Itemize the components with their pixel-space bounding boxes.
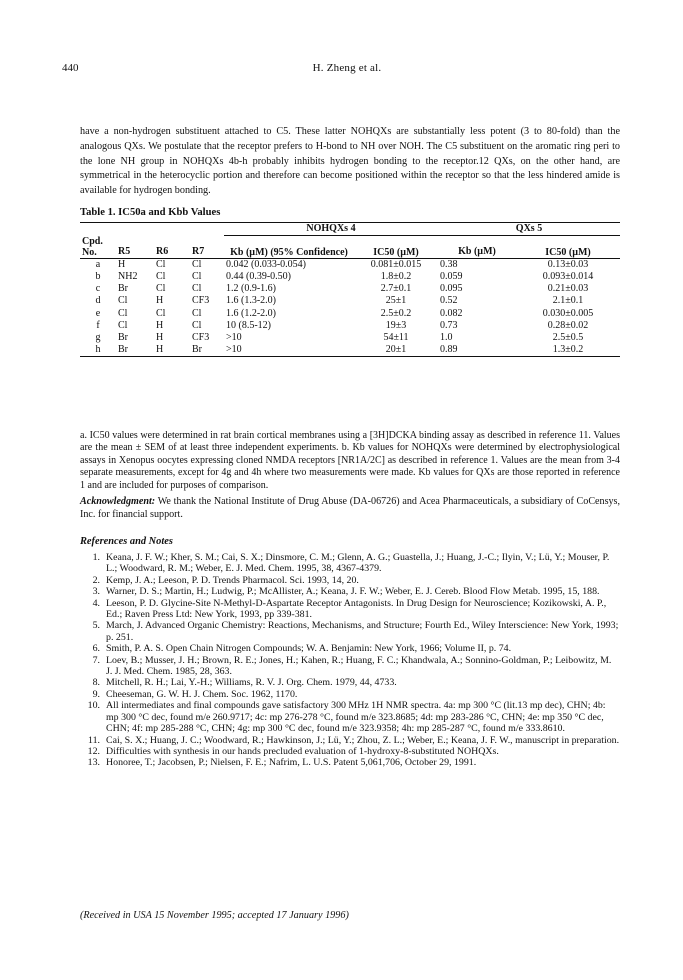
table-cell: Cl (156, 270, 166, 282)
table-cell: NH2 (118, 270, 138, 282)
table-cell: 0.38 (440, 258, 458, 270)
table-cell: H (156, 295, 164, 307)
table-cell: Cl (156, 307, 166, 319)
table-cell: 2.1±0.1 (552, 295, 584, 307)
table-cell: 0.44 (0.39-0.50) (226, 270, 291, 282)
col-header-r5: R5 (118, 245, 131, 257)
reference-text: Honoree, T.; Jacobsen, P.; Nielsen, F. E.; Nafrim, L. U.S. Patent 5,061,706, October 29, 1991. (106, 757, 477, 769)
reference-number: 11. (88, 734, 100, 746)
reference-item (80, 552, 620, 575)
reference-text: Cai, S. X.; Huang, J. C.; Woodward, R.; Hawkinson, J.; Lü, Y.; Zhou, Z. L.; Weber, E.; Keana, J. F. W., manuscript in preparation. (106, 734, 620, 746)
table-cell: Cl (118, 307, 128, 319)
table-cell: 0.73 (440, 319, 458, 331)
table-cell: h (95, 344, 101, 356)
table-cell: 1.8±0.2 (380, 270, 412, 282)
table-body (80, 258, 620, 357)
table-cell: CF3 (192, 331, 210, 343)
col-header-kb-qx: Kb (µM) (458, 245, 496, 257)
table-cell: 0.28±0.02 (547, 319, 589, 331)
col-header-ic50-qx: IC50 (µM) (545, 246, 591, 258)
table-cell: Cl (192, 283, 202, 295)
table-row (80, 283, 620, 295)
running-head: H. Zheng et al. (312, 62, 382, 74)
reference-text: Mitchell, R. H.; Lai, Y.-H.; Williams, R. V. J. Org. Chem. 1979, 44, 4733. (106, 677, 397, 689)
table-cell: 0.030±0.005 (542, 307, 594, 319)
table-cell: b (95, 270, 101, 282)
table-cell: 0.082 (440, 307, 463, 319)
table-cell: a (95, 258, 101, 270)
reference-number: 1. (92, 552, 100, 563)
reference-item (80, 757, 620, 768)
table-cell: Cl (156, 258, 166, 270)
reference-number: 7. (92, 654, 100, 666)
group-header-qx: QXs 5 (438, 223, 620, 236)
table-cell: c (95, 283, 101, 295)
table-cell: H (156, 331, 164, 343)
data-table (80, 222, 620, 357)
reference-number: 6. (92, 643, 100, 655)
table-cell: 19±3 (385, 319, 407, 331)
table-cell: 0.095 (440, 283, 463, 295)
reference-number: 5. (92, 620, 100, 632)
reference-text: Difficulties with synthesis in our hands precluded evaluation of 1-hydroxy-8-substituted NOHQXs. (106, 745, 499, 757)
table-cell: Cl (192, 270, 202, 282)
table-title: Table 1. IC50a and Kbb Values (80, 207, 221, 218)
table-cell: 0.081±0.015 (370, 258, 422, 270)
reference-item (80, 620, 620, 643)
reference-number: 2. (92, 574, 100, 586)
reference-item (80, 575, 620, 586)
reference-number: 4. (92, 597, 100, 609)
reference-number: 3. (92, 586, 100, 598)
table-cell: 1.0 (440, 331, 453, 343)
table-cell: Br (118, 331, 128, 343)
table-cell: H (156, 344, 164, 356)
table-cell: 54±11 (383, 331, 409, 343)
table-cell: >10 (226, 344, 242, 356)
reference-item (80, 700, 620, 734)
table-cell: 10 (8.5-12) (226, 319, 271, 331)
col-header-r6: R6 (156, 245, 169, 257)
page-number: 440 (62, 62, 79, 74)
reference-text: All intermediates and final compounds gave satisfactory 300 MHz 1H NMR spectra. 4a: mp 300 °C (lit.13 mp dec), CHN; 4b: mp 300 °C dec, found m/e 260.9717; 4c: mp 276-278 °C, found m/e 323.8685; 4d: mp 283-286 °C, CHN; 4e: mp 350 °C dec, CHN; 4f: mp 285-288 °C, CHN; 4g: mp 300 °C dec, found m/e 323.9358; 4h: mp 285-287 °C, found m/e 333.8610. (106, 700, 606, 735)
reference-text: Keana, J. F. W.; Kher, S. M.; Cai, S. X.; Dinsmore, C. M.; Glenn, A. G.; Guastella, J.; Huang, J.-C.; Ilyin, V.; Lü, Y.; Mouser, P. L.; Woodward, R. M.; Weber, E. J. Med. Chem. 1995, 38, 4367-4379. (106, 552, 610, 575)
table-cell: 0.52 (440, 295, 458, 307)
col-header-cpd: Cpd. No. (82, 235, 103, 258)
reference-item (80, 643, 620, 654)
body-text: have a non-hydrogen substituent attached to C5. These latter NOHQXs are substantially less potent (3 to 80-fold) than the analogous QXs. We postulate that the receptor prefers to H-bond to NH over NOH. The C5 substituent on the aromatic ring peri to the lone NH group in NOHQXs 4b-h probably inhibits hydrogen bonding to the receptor.12 QXs, on the other hand, are symmetrical in the heterocyclic portion and therefore can become positioned within the receptor so that the less hindered amide is available for hydrogen bonding. (80, 126, 620, 197)
table-cell: 1.2 (0.9-1.6) (226, 283, 276, 295)
table-cell: Cl (192, 319, 202, 331)
table-cell: Br (118, 283, 128, 295)
table-footnote: a. IC50 values were determined in rat brain cortical membranes using a [3H]DCKA binding assay as described in reference 11. Values are the mean ± SEM of at least three independent experiments. b. Kb values for NOHQXs were determined by electrophysiological assays in Xenopus oocytes expressing cloned NMDA receptors [NR1A/2C] as described in reference 1. Values are the mean from 3-4 separate measurements, except for 4g and 4h where two measurements were made. Kb values for QXs are those reported in reference 1 and are included for purposes of comparison. (80, 430, 620, 491)
table-row (80, 271, 620, 283)
table-cell: Cl (118, 295, 128, 307)
table-cell: e (95, 307, 101, 319)
reference-item (80, 655, 620, 678)
table-cell: Cl (156, 283, 166, 295)
table-row (80, 295, 620, 307)
references-heading: References and Notes (80, 536, 173, 547)
table-cell: 0.13±0.03 (547, 258, 589, 270)
reference-text: Kemp, J. A.; Leeson, P. D. Trends Pharmacol. Sci. 1993, 14, 20. (106, 574, 359, 586)
table-cell: 1.6 (1.3-2.0) (226, 295, 276, 307)
table-cell: >10 (226, 331, 242, 343)
table-cell: Br (118, 344, 128, 356)
acknowledgment-text: We thank the National Institute of Drug Abuse (DA-06726) and Acea Pharmaceuticals, a subsidiary of CoCensys, Inc. for financial support. (80, 496, 621, 521)
col-header-r7: R7 (192, 245, 205, 257)
col-header-ic50-nohqx: IC50 (µM) (373, 246, 419, 258)
table-cell: 1.6 (1.2-2.0) (226, 307, 276, 319)
reference-text: Warner, D. S.; Martin, H.; Ludwig, P.; McAllister, A.; Keana, J. F. W.; Weber, E. J. Cereb. Blood Flow Metab. 1995, 15, 188. (106, 586, 600, 598)
reference-number: 12. (87, 745, 100, 757)
reference-text: Loev, B.; Musser, J. H.; Brown, R. E.; Jones, H.; Kahen, R.; Huang, F. C.; Khandwala, A.; Sonnino-Goldman, P.; Leibowitz, M. J. J. Med. Chem. 1985, 28, 363. (106, 654, 612, 678)
reference-item (80, 598, 620, 621)
reference-text: Leeson, P. D. Glycine-Site N-Methyl-D-Aspartate Receptor Antagonists. In Drug Design for Neuroscience; Kozikowski, A. P., Ed.; Raven Press Ltd: New York, 1993, pp 339-381. (106, 597, 607, 621)
table-cell: 0.21±0.03 (547, 283, 589, 295)
reference-number: 13. (87, 757, 100, 769)
reference-number: 8. (92, 677, 100, 689)
table-row (80, 320, 620, 332)
table-cell: 0.042 (0.033-0.054) (226, 258, 306, 270)
col-header-kb-nohqx: Kb (µM) (95% Confidence) (230, 246, 348, 258)
reference-item (80, 677, 620, 688)
table-cell: 2.5±0.5 (552, 331, 584, 343)
table-cell: Cl (192, 258, 202, 270)
reference-number: 9. (92, 688, 100, 700)
table-row (80, 308, 620, 320)
table-cell: 20±1 (385, 344, 407, 356)
acknowledgment (80, 495, 620, 522)
table-cell: Br (192, 344, 202, 356)
received-line: (Received in USA 15 November 1995; accepted 17 January 1996) (80, 910, 349, 921)
table-cell: 0.89 (440, 344, 458, 356)
reference-text: March, J. Advanced Organic Chemistry: Reactions, Mechanisms, and Structure; Fourth Ed., Wiley Interscience: New York, 1993; p. 251. (106, 620, 619, 643)
table-cell: H (118, 258, 126, 270)
table-cell: d (95, 295, 101, 307)
group-header-nohqx: NOHQXs 4 (224, 223, 438, 236)
table-cell: 2.7±0.1 (380, 283, 412, 295)
reference-item (80, 735, 620, 746)
reference-item (80, 586, 620, 597)
reference-item (80, 746, 620, 757)
table-cell: 25±1 (385, 295, 407, 307)
table-cell: 0.093±0.014 (542, 270, 594, 282)
table-row (80, 332, 620, 344)
reference-text: Cheeseman, G. W. H. J. Chem. Soc. 1962, 1170. (106, 688, 298, 700)
table-row (80, 344, 620, 357)
reference-item (80, 689, 620, 700)
references-list (80, 552, 620, 769)
reference-number: 10. (87, 700, 100, 712)
table-cell: 2.5±0.2 (380, 307, 412, 319)
table-cell: Cl (192, 307, 202, 319)
reference-text: Smith, P. A. S. Open Chain Nitrogen Compounds; W. A. Benjamin: New York, 1966; Volume II, p. 74. (106, 643, 512, 655)
table-cell: 1.3±0.2 (552, 344, 584, 356)
table-row (80, 258, 620, 271)
table-cell: H (156, 319, 164, 331)
table-cell: g (95, 331, 101, 343)
acknowledgment-label: Acknowledgment: (80, 496, 156, 507)
table-cell: CF3 (192, 295, 210, 307)
table-cell: 0.059 (440, 270, 463, 282)
body-paragraph (80, 125, 620, 199)
table-cell: Cl (118, 319, 128, 331)
table-cell: f (96, 319, 100, 331)
